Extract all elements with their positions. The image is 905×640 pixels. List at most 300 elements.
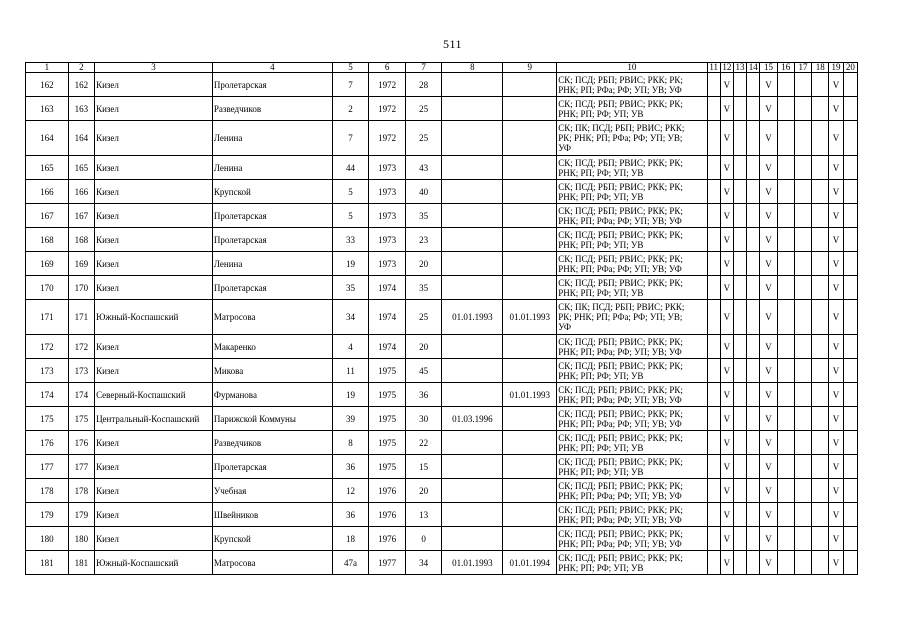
mark-cell-col-16: [777, 121, 794, 156]
table-row: [26, 300, 858, 335]
column-header: 4: [212, 63, 332, 73]
mark-cell-col-13: [733, 300, 746, 335]
value-cell: 43: [405, 156, 442, 180]
street-cell: Крупской: [212, 180, 332, 204]
mark-cell-col-18: [812, 455, 829, 479]
date-cell: [503, 407, 557, 431]
codes-cell: [557, 431, 707, 455]
date-cell: [442, 527, 503, 551]
settlement-cell: Кизел: [95, 97, 213, 121]
codes-line: РНК; РП; РФа; РФ; УП; УВ; УФ: [558, 84, 682, 95]
street-cell: Ленина: [212, 252, 332, 276]
codes-line: РНК; РП; РФ; УП; УВ: [558, 466, 644, 477]
mark-cell-col-12: V: [720, 276, 733, 300]
row-index-cell: 168: [68, 228, 94, 252]
row-number-cell: 173: [26, 359, 69, 383]
mark-cell-col-13: [733, 431, 746, 455]
column-header: 6: [369, 63, 406, 73]
row-number-cell: 166: [26, 180, 69, 204]
row-index-cell: 178: [68, 479, 94, 503]
date-cell: [503, 180, 557, 204]
date-cell: [503, 97, 557, 121]
value-cell: 40: [405, 180, 442, 204]
row-index-cell: 179: [68, 503, 94, 527]
street-cell: Пролетарская: [212, 204, 332, 228]
year-cell: 1974: [369, 300, 406, 335]
mark-cell-col-11: [707, 383, 720, 407]
table-row: [26, 121, 858, 156]
house-number-cell: 18: [332, 527, 369, 551]
mark-cell-col-13: [733, 156, 746, 180]
mark-cell-col-14: [747, 121, 760, 156]
house-number-cell: 36: [332, 455, 369, 479]
mark-cell-col-16: [777, 300, 794, 335]
street-cell: Швейников: [212, 503, 332, 527]
mark-cell-col-12: V: [720, 407, 733, 431]
mark-cell-col-17: [794, 527, 811, 551]
value-cell: 34: [405, 551, 442, 575]
table-row: [26, 335, 858, 359]
mark-cell-col-17: [794, 383, 811, 407]
mark-cell-col-12: V: [720, 97, 733, 121]
street-cell: Ленина: [212, 121, 332, 156]
mark-cell-col-14: [747, 479, 760, 503]
mark-cell-col-16: [777, 383, 794, 407]
mark-cell-col-12: V: [720, 527, 733, 551]
year-cell: 1975: [369, 359, 406, 383]
mark-cell-col-11: [707, 527, 720, 551]
codes-cell: [557, 300, 707, 335]
codes-cell: [557, 252, 707, 276]
table-row: [26, 204, 858, 228]
codes-cell: [557, 383, 707, 407]
mark-cell-col-20: [843, 276, 857, 300]
row-number-cell: 170: [26, 276, 69, 300]
table-row: [26, 252, 858, 276]
mark-cell-col-20: [843, 359, 857, 383]
mark-cell-col-19: V: [829, 73, 843, 97]
column-header: 11: [707, 63, 720, 73]
mark-cell-col-20: [843, 156, 857, 180]
mark-cell-col-13: [733, 551, 746, 575]
mark-cell-col-18: [812, 276, 829, 300]
mark-cell-col-16: [777, 156, 794, 180]
codes-cell: [557, 527, 707, 551]
codes-line: СК; ПСД; РБП; РВИС; РКК; РК;: [558, 360, 683, 371]
register-table: [25, 62, 858, 575]
mark-cell-col-19: V: [829, 503, 843, 527]
codes-cell: [557, 455, 707, 479]
mark-cell-col-17: [794, 97, 811, 121]
mark-cell-col-16: [777, 180, 794, 204]
codes-line: СК; ПСД; РБП; РВИС; РКК; РК;: [558, 157, 683, 168]
house-number-cell: 35: [332, 276, 369, 300]
year-cell: 1973: [369, 228, 406, 252]
mark-cell-col-15: V: [760, 551, 777, 575]
settlement-cell: Южный-Коспашский: [95, 551, 213, 575]
row-index-cell: 173: [68, 359, 94, 383]
row-number-cell: 167: [26, 204, 69, 228]
value-cell: 15: [405, 455, 442, 479]
settlement-cell: Кизел: [95, 228, 213, 252]
mark-cell-col-11: [707, 97, 720, 121]
codes-cell: [557, 359, 707, 383]
mark-cell-col-20: [843, 527, 857, 551]
mark-cell-col-15: V: [760, 300, 777, 335]
row-index-cell: 170: [68, 276, 94, 300]
column-header: 16: [777, 63, 794, 73]
row-number-cell: 175: [26, 407, 69, 431]
year-cell: 1973: [369, 252, 406, 276]
mark-cell-col-18: [812, 204, 829, 228]
mark-cell-col-20: [843, 335, 857, 359]
date-cell: [503, 503, 557, 527]
row-index-cell: 167: [68, 204, 94, 228]
mark-cell-col-11: [707, 252, 720, 276]
column-header: 20: [843, 63, 857, 73]
date-cell: [503, 252, 557, 276]
mark-cell-col-14: [747, 97, 760, 121]
house-number-cell: 11: [332, 359, 369, 383]
street-cell: Микова: [212, 359, 332, 383]
column-header: 3: [95, 63, 213, 73]
street-cell: Пролетарская: [212, 228, 332, 252]
mark-cell-col-17: [794, 156, 811, 180]
mark-cell-col-13: [733, 359, 746, 383]
mark-cell-col-19: V: [829, 180, 843, 204]
year-cell: 1976: [369, 527, 406, 551]
mark-cell-col-16: [777, 527, 794, 551]
settlement-cell: Кизел: [95, 252, 213, 276]
year-cell: 1973: [369, 204, 406, 228]
mark-cell-col-13: [733, 180, 746, 204]
value-cell: 36: [405, 383, 442, 407]
mark-cell-col-15: V: [760, 479, 777, 503]
table-row: [26, 73, 858, 97]
date-cell: [442, 97, 503, 121]
mark-cell-col-17: [794, 551, 811, 575]
column-header: 13: [733, 63, 746, 73]
mark-cell-col-14: [747, 300, 760, 335]
mark-cell-col-17: [794, 121, 811, 156]
mark-cell-col-12: V: [720, 431, 733, 455]
date-cell: [442, 503, 503, 527]
mark-cell-col-14: [747, 156, 760, 180]
mark-cell-col-17: [794, 455, 811, 479]
mark-cell-col-15: V: [760, 180, 777, 204]
mark-cell-col-12: V: [720, 180, 733, 204]
column-header: 14: [747, 63, 760, 73]
mark-cell-col-19: V: [829, 97, 843, 121]
table-row: [26, 407, 858, 431]
date-cell: [442, 455, 503, 479]
mark-cell-col-13: [733, 335, 746, 359]
codes-line: РНК; РП; РФа; РФ; УП; УВ; УФ: [558, 514, 682, 525]
date-cell: [503, 121, 557, 156]
date-cell: [442, 359, 503, 383]
row-index-cell: 164: [68, 121, 94, 156]
house-number-cell: 33: [332, 228, 369, 252]
street-cell: Пролетарская: [212, 455, 332, 479]
settlement-cell: Северный-Коспашский: [95, 383, 213, 407]
table-row: [26, 551, 858, 575]
mark-cell-col-13: [733, 527, 746, 551]
codes-line: СК; ПСД; РБП; РВИС; РКК; РК;: [558, 528, 683, 539]
mark-cell-col-16: [777, 73, 794, 97]
row-index-cell: 180: [68, 527, 94, 551]
settlement-cell: Кизел: [95, 479, 213, 503]
date-cell: [442, 121, 503, 156]
mark-cell-col-17: [794, 73, 811, 97]
mark-cell-col-18: [812, 527, 829, 551]
row-number-cell: 181: [26, 551, 69, 575]
codes-line: РНК; РП; РФ; УП; УВ: [558, 287, 644, 298]
value-cell: 45: [405, 359, 442, 383]
house-number-cell: 4: [332, 335, 369, 359]
row-number-cell: 176: [26, 431, 69, 455]
date-cell: [503, 228, 557, 252]
codes-line: РНК; РП; РФ; УП; УВ: [558, 191, 644, 202]
codes-cell: [557, 276, 707, 300]
codes-cell: [557, 156, 707, 180]
value-cell: 23: [405, 228, 442, 252]
row-number-cell: 162: [26, 73, 69, 97]
row-number-cell: 179: [26, 503, 69, 527]
codes-cell: [557, 335, 707, 359]
year-cell: 1976: [369, 503, 406, 527]
mark-cell-col-16: [777, 97, 794, 121]
year-cell: 1973: [369, 156, 406, 180]
settlement-cell: Кизел: [95, 180, 213, 204]
mark-cell-col-20: [843, 551, 857, 575]
value-cell: 0: [405, 527, 442, 551]
mark-cell-col-16: [777, 359, 794, 383]
mark-cell-col-15: V: [760, 204, 777, 228]
value-cell: 25: [405, 97, 442, 121]
row-index-cell: 176: [68, 431, 94, 455]
date-cell: [442, 204, 503, 228]
row-number-cell: 178: [26, 479, 69, 503]
date-cell: [442, 479, 503, 503]
mark-cell-col-12: V: [720, 300, 733, 335]
codes-line: РНК; РП; РФ; УП; УВ: [558, 442, 644, 453]
mark-cell-col-13: [733, 204, 746, 228]
date-cell: 01.01.1993: [442, 551, 503, 575]
mark-cell-col-11: [707, 431, 720, 455]
mark-cell-col-14: [747, 431, 760, 455]
mark-cell-col-18: [812, 335, 829, 359]
mark-cell-col-19: V: [829, 228, 843, 252]
row-index-cell: 174: [68, 383, 94, 407]
mark-cell-col-11: [707, 455, 720, 479]
codes-line: УФ: [558, 322, 572, 332]
codes-line: РНК; РП; РФа; РФ; УП; УВ; УФ: [558, 346, 682, 357]
mark-cell-col-12: V: [720, 204, 733, 228]
codes-line: РНК; РП; РФа; РФ; УП; УВ; УФ: [558, 215, 682, 226]
mark-cell-col-18: [812, 180, 829, 204]
date-cell: [503, 359, 557, 383]
mark-cell-col-14: [747, 407, 760, 431]
column-header: 17: [794, 63, 811, 73]
row-index-cell: 175: [68, 407, 94, 431]
table-row: [26, 383, 858, 407]
mark-cell-col-18: [812, 383, 829, 407]
table-row: [26, 180, 858, 204]
value-cell: 13: [405, 503, 442, 527]
date-cell: 01.01.1994: [503, 551, 557, 575]
codes-line: РНК; РП; РФ; УП; УВ: [558, 167, 644, 178]
codes-line: РК; РНК; РП; РФа; РФ; УП; УВ;: [558, 312, 683, 322]
mark-cell-col-19: V: [829, 455, 843, 479]
year-cell: 1972: [369, 121, 406, 156]
mark-cell-col-17: [794, 276, 811, 300]
mark-cell-col-17: [794, 431, 811, 455]
mark-cell-col-12: V: [720, 252, 733, 276]
codes-cell: [557, 407, 707, 431]
mark-cell-col-20: [843, 431, 857, 455]
mark-cell-col-15: V: [760, 156, 777, 180]
mark-cell-col-11: [707, 335, 720, 359]
mark-cell-col-16: [777, 431, 794, 455]
mark-cell-col-15: V: [760, 503, 777, 527]
mark-cell-col-17: [794, 503, 811, 527]
mark-cell-col-20: [843, 180, 857, 204]
codes-cell: [557, 479, 707, 503]
mark-cell-col-14: [747, 551, 760, 575]
date-cell: [442, 156, 503, 180]
mark-cell-col-18: [812, 121, 829, 156]
year-cell: 1975: [369, 455, 406, 479]
mark-cell-col-11: [707, 228, 720, 252]
mark-cell-col-17: [794, 228, 811, 252]
mark-cell-col-14: [747, 335, 760, 359]
mark-cell-col-19: V: [829, 156, 843, 180]
mark-cell-col-12: V: [720, 73, 733, 97]
mark-cell-col-20: [843, 300, 857, 335]
codes-cell: [557, 180, 707, 204]
mark-cell-col-20: [843, 121, 857, 156]
date-cell: [503, 204, 557, 228]
mark-cell-col-14: [747, 527, 760, 551]
table-row: [26, 431, 858, 455]
mark-cell-col-12: V: [720, 359, 733, 383]
house-number-cell: 8: [332, 431, 369, 455]
date-cell: [503, 527, 557, 551]
street-cell: Пролетарская: [212, 73, 332, 97]
codes-cell: [557, 73, 707, 97]
table-row: [26, 156, 858, 180]
row-index-cell: 162: [68, 73, 94, 97]
year-cell: 1974: [369, 335, 406, 359]
mark-cell-col-15: V: [760, 359, 777, 383]
row-number-cell: 174: [26, 383, 69, 407]
mark-cell-col-15: V: [760, 431, 777, 455]
settlement-cell: Кизел: [95, 121, 213, 156]
year-cell: 1974: [369, 276, 406, 300]
column-header: 10: [557, 63, 707, 73]
mark-cell-col-14: [747, 252, 760, 276]
row-index-cell: 181: [68, 551, 94, 575]
table-row: [26, 228, 858, 252]
row-index-cell: 169: [68, 252, 94, 276]
row-index-cell: 165: [68, 156, 94, 180]
mark-cell-col-15: V: [760, 97, 777, 121]
mark-cell-col-13: [733, 479, 746, 503]
date-cell: [503, 156, 557, 180]
mark-cell-col-11: [707, 73, 720, 97]
mark-cell-col-14: [747, 359, 760, 383]
date-cell: 01.03.1996: [442, 407, 503, 431]
mark-cell-col-15: V: [760, 228, 777, 252]
mark-cell-col-13: [733, 455, 746, 479]
column-header: 2: [68, 63, 94, 73]
codes-line: УФ: [558, 143, 572, 153]
mark-cell-col-14: [747, 180, 760, 204]
mark-cell-col-20: [843, 97, 857, 121]
house-number-cell: 44: [332, 156, 369, 180]
column-header: 1: [26, 63, 69, 73]
date-cell: [442, 276, 503, 300]
house-number-cell: 34: [332, 300, 369, 335]
codes-line: СК; ПСД; РБП; РВИС; РКК; РК;: [558, 229, 683, 240]
row-number-cell: 171: [26, 300, 69, 335]
mark-cell-col-16: [777, 455, 794, 479]
settlement-cell: Кизел: [95, 455, 213, 479]
row-index-cell: 177: [68, 455, 94, 479]
table-row: [26, 527, 858, 551]
mark-cell-col-16: [777, 228, 794, 252]
house-number-cell: 19: [332, 383, 369, 407]
codes-line: СК; ПСД; РБП; РВИС; РКК; РК;: [558, 384, 683, 395]
codes-line: РК; РНК; РП; РФа; РФ; УП; УВ;: [558, 133, 683, 143]
mark-cell-col-18: [812, 252, 829, 276]
value-cell: 20: [405, 252, 442, 276]
row-number-cell: 177: [26, 455, 69, 479]
mark-cell-col-14: [747, 383, 760, 407]
date-cell: [503, 455, 557, 479]
street-cell: Крупской: [212, 527, 332, 551]
street-cell: Фурманова: [212, 383, 332, 407]
street-cell: Матросова: [212, 551, 332, 575]
codes-line: СК; ПСД; РБП; РВИС; РКК; РК;: [558, 504, 683, 515]
mark-cell-col-18: [812, 97, 829, 121]
row-number-cell: 168: [26, 228, 69, 252]
codes-cell: [557, 551, 707, 575]
value-cell: 30: [405, 407, 442, 431]
codes-cell: [557, 97, 707, 121]
mark-cell-col-20: [843, 503, 857, 527]
value-cell: 20: [405, 479, 442, 503]
row-index-cell: 166: [68, 180, 94, 204]
codes-line: РНК; РП; РФ; УП; УВ: [558, 562, 644, 573]
column-header: 5: [332, 63, 369, 73]
codes-line: РНК; РП; РФ; УП; УВ: [558, 108, 644, 119]
mark-cell-col-12: V: [720, 335, 733, 359]
settlement-cell: Кизел: [95, 431, 213, 455]
mark-cell-col-16: [777, 407, 794, 431]
codes-line: РНК; РП; РФа; РФ; УП; УВ; УФ: [558, 490, 682, 501]
mark-cell-col-19: V: [829, 276, 843, 300]
mark-cell-col-17: [794, 335, 811, 359]
house-number-cell: 2: [332, 97, 369, 121]
column-header: 8: [442, 63, 503, 73]
year-cell: 1973: [369, 180, 406, 204]
mark-cell-col-12: V: [720, 503, 733, 527]
mark-cell-col-13: [733, 383, 746, 407]
mark-cell-col-20: [843, 479, 857, 503]
mark-cell-col-19: V: [829, 204, 843, 228]
house-number-cell: 19: [332, 252, 369, 276]
